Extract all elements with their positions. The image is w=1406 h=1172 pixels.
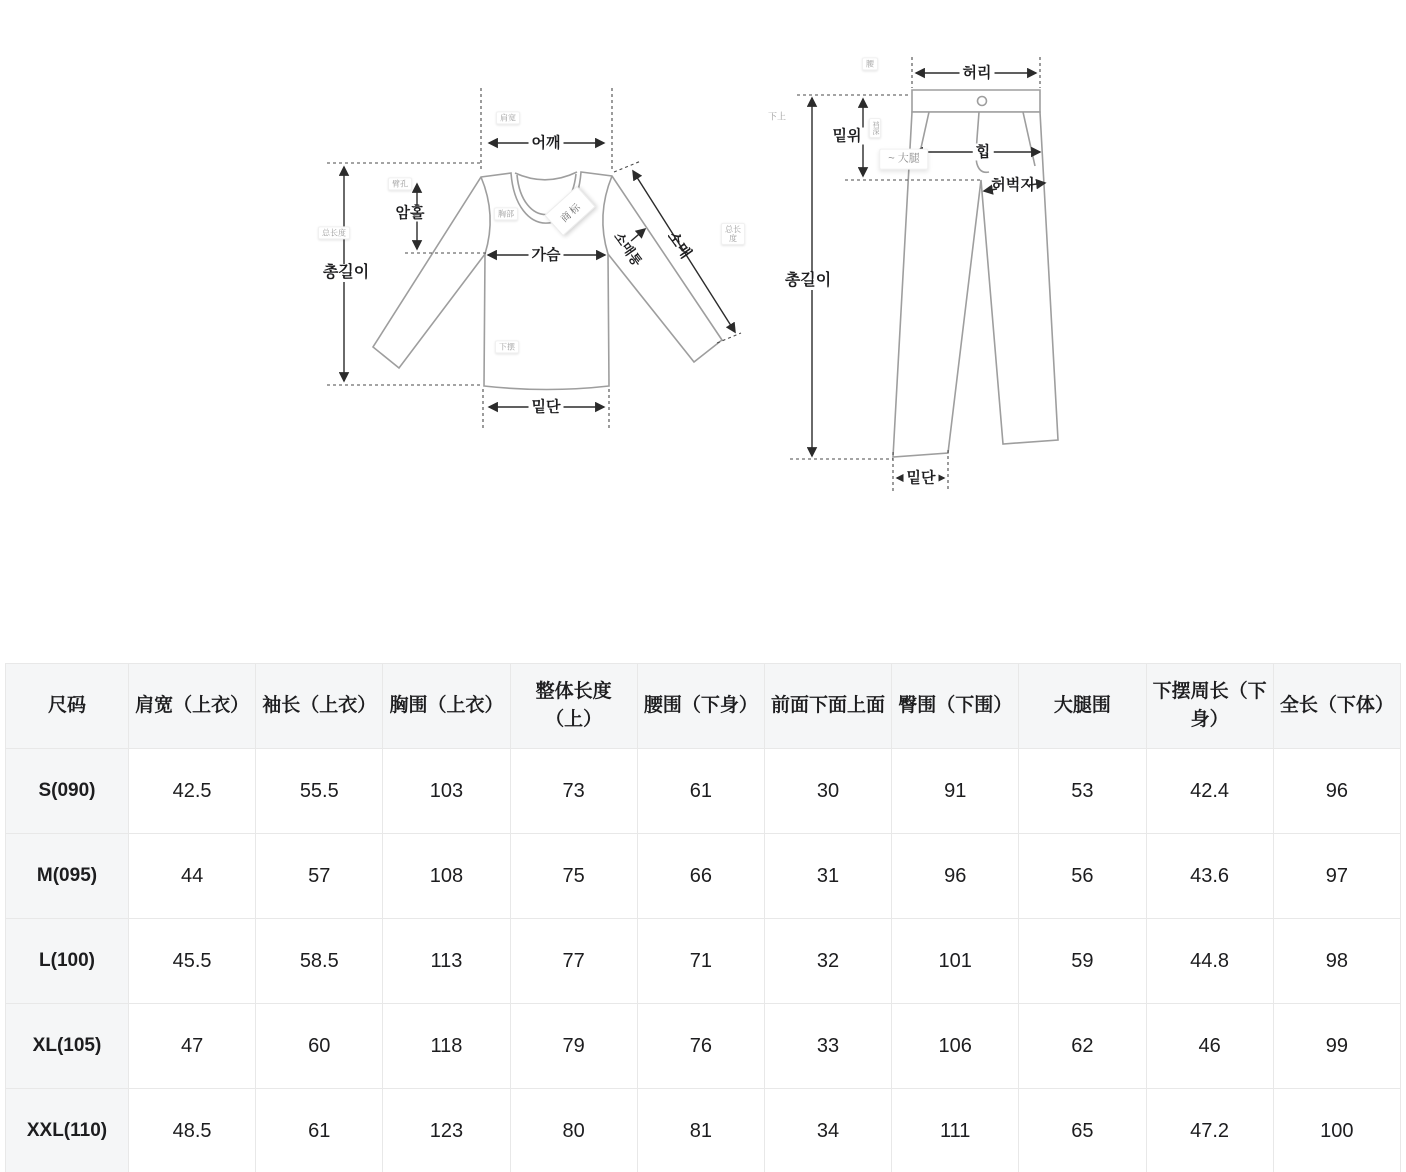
value-cell: 48.5 bbox=[129, 1089, 256, 1172]
value-cell: 62 bbox=[1019, 1004, 1146, 1089]
value-cell: 33 bbox=[764, 1004, 891, 1089]
value-cell: 47.2 bbox=[1146, 1089, 1273, 1172]
value-cell: 80 bbox=[510, 1089, 637, 1172]
value-cell: 123 bbox=[383, 1089, 510, 1172]
value-cell: 66 bbox=[637, 834, 764, 919]
value-cell: 42.5 bbox=[129, 749, 256, 834]
value-cell: 91 bbox=[892, 749, 1019, 834]
value-cell: 44 bbox=[129, 834, 256, 919]
table-row bbox=[6, 749, 1401, 834]
size-table bbox=[5, 663, 1401, 1172]
value-cell: 75 bbox=[510, 834, 637, 919]
armhole-tag: 臂孔 bbox=[388, 177, 412, 190]
value-cell: 79 bbox=[510, 1004, 637, 1089]
value-cell: 96 bbox=[1273, 749, 1400, 834]
shirt-hem-label: 밑단 bbox=[529, 399, 564, 416]
table-header-cell: 臀围（下围） bbox=[892, 664, 1019, 749]
sleeve-length-tag bbox=[721, 223, 745, 245]
thigh-cn-tag: ~ 大腿 bbox=[879, 149, 928, 170]
value-cell: 73 bbox=[510, 749, 637, 834]
size-table-section bbox=[0, 663, 1406, 1172]
value-cell: 32 bbox=[764, 919, 891, 1004]
value-cell: 100 bbox=[1273, 1089, 1400, 1172]
value-cell: 34 bbox=[764, 1089, 891, 1172]
value-cell: 103 bbox=[383, 749, 510, 834]
value-cell: 113 bbox=[383, 919, 510, 1004]
table-header-cell: 整体长度（上） bbox=[510, 664, 637, 749]
table-header-cell: 下摆周长（下身） bbox=[1146, 664, 1273, 749]
value-cell: 111 bbox=[892, 1089, 1019, 1172]
shirt-armhole-label: 암홀 bbox=[393, 205, 428, 222]
value-cell: 56 bbox=[1019, 834, 1146, 919]
value-cell: 61 bbox=[637, 749, 764, 834]
value-cell: 42.4 bbox=[1146, 749, 1273, 834]
table-header-cell: 大腿围 bbox=[1019, 664, 1146, 749]
pants-waist-label: 허리 bbox=[960, 65, 995, 82]
shirt-shoulder-label: 어깨 bbox=[529, 135, 564, 152]
value-cell: 59 bbox=[1019, 919, 1146, 1004]
value-cell: 101 bbox=[892, 919, 1019, 1004]
table-header-cell: 胸围（上衣） bbox=[383, 664, 510, 749]
chest-tag: 胸部 bbox=[494, 207, 518, 220]
rise-tag: 裆深 bbox=[869, 118, 881, 138]
table-row bbox=[6, 1089, 1401, 1172]
hem-tag: 下摆 bbox=[495, 340, 519, 353]
pants-hem-label: 밑단 bbox=[904, 470, 939, 487]
value-cell: 31 bbox=[764, 834, 891, 919]
pants-hip-label: 힙 bbox=[973, 144, 994, 161]
sleeve-width-label: 소매통 bbox=[611, 229, 645, 269]
table-header-cell: 尺码 bbox=[6, 664, 129, 749]
table-header-cell: 腰围（下身） bbox=[637, 664, 764, 749]
pants-thigh-label: 허벅지 bbox=[991, 176, 1035, 194]
value-cell: 118 bbox=[383, 1004, 510, 1089]
pants-total-length-label: 총길이 bbox=[782, 272, 834, 290]
value-cell: 43.6 bbox=[1146, 834, 1273, 919]
shirt-chest-label: 가슴 bbox=[529, 247, 564, 264]
value-cell: 46 bbox=[1146, 1004, 1273, 1089]
table-header-cell: 全长（下体） bbox=[1273, 664, 1400, 749]
value-cell: 53 bbox=[1019, 749, 1146, 834]
table-row bbox=[6, 834, 1401, 919]
value-cell: 71 bbox=[637, 919, 764, 1004]
value-cell: 61 bbox=[256, 1089, 383, 1172]
shoulder-width-tag: 肩宽 bbox=[496, 111, 520, 124]
value-cell: 58.5 bbox=[256, 919, 383, 1004]
value-cell: 47 bbox=[129, 1004, 256, 1089]
value-cell: 77 bbox=[510, 919, 637, 1004]
total-length-tag: 总长度 bbox=[318, 226, 350, 239]
value-cell: 65 bbox=[1019, 1089, 1146, 1172]
table-header-cell: 袖长（上衣） bbox=[256, 664, 383, 749]
size-cell: S(090) bbox=[6, 749, 129, 834]
sleeve-length-tag-line2: 度 bbox=[729, 234, 737, 243]
value-cell: 44.8 bbox=[1146, 919, 1273, 1004]
waist-tag: 腰 bbox=[862, 57, 878, 70]
value-cell: 96 bbox=[892, 834, 1019, 919]
size-cell: XL(105) bbox=[6, 1004, 129, 1089]
value-cell: 55.5 bbox=[256, 749, 383, 834]
value-cell: 108 bbox=[383, 834, 510, 919]
value-cell: 98 bbox=[1273, 919, 1400, 1004]
shirt-total-length-label: 총길이 bbox=[320, 264, 372, 282]
size-cell: L(100) bbox=[6, 919, 129, 1004]
table-header-cell: 肩宽（上衣） bbox=[129, 664, 256, 749]
value-cell: 106 bbox=[892, 1004, 1019, 1089]
value-cell: 30 bbox=[764, 749, 891, 834]
table-row bbox=[6, 919, 1401, 1004]
value-cell: 45.5 bbox=[129, 919, 256, 1004]
size-cell: XXL(110) bbox=[6, 1089, 129, 1172]
value-cell: 76 bbox=[637, 1004, 764, 1089]
value-cell: 57 bbox=[256, 834, 383, 919]
size-table-header-row bbox=[6, 664, 1401, 749]
value-cell: 81 bbox=[637, 1089, 764, 1172]
size-cell: M(095) bbox=[6, 834, 129, 919]
value-cell: 97 bbox=[1273, 834, 1400, 919]
sleeve-length-tag-line1: 总长 bbox=[725, 224, 741, 234]
sleeve-label: 소매 bbox=[663, 228, 695, 262]
value-cell: 60 bbox=[256, 1004, 383, 1089]
table-row bbox=[6, 1004, 1401, 1089]
table-header-cell: 前面下面上面 bbox=[764, 664, 891, 749]
value-cell: 99 bbox=[1273, 1004, 1400, 1089]
rise-note-tag: 下上 bbox=[767, 111, 787, 122]
neck-brand-label: 商标 bbox=[544, 186, 595, 236]
pants-rise-label: 밑위 bbox=[830, 128, 865, 145]
